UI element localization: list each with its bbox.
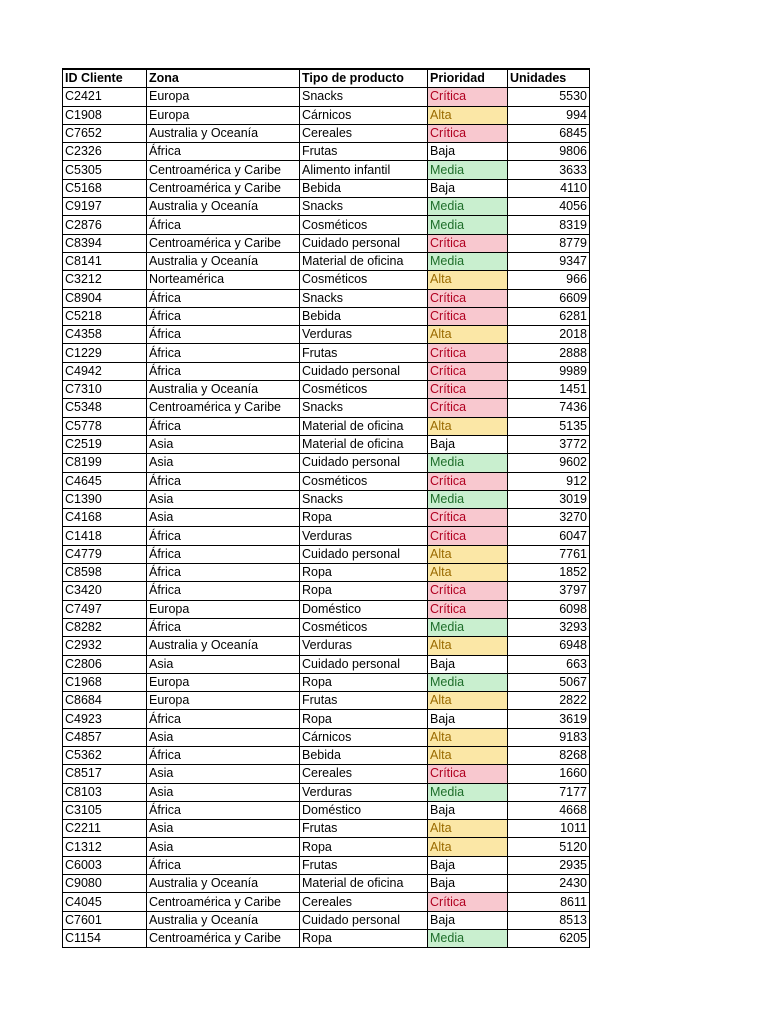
cell-tipo-producto[interactable]: Bebida [300, 746, 428, 764]
cell-tipo-producto[interactable]: Ropa [300, 929, 428, 947]
cell-id-cliente[interactable]: C1908 [63, 106, 147, 124]
cell-zona[interactable]: Asia [147, 820, 300, 838]
cell-prioridad[interactable]: Alta [428, 564, 508, 582]
header-zona[interactable]: Zona [147, 69, 300, 88]
table-row [63, 746, 590, 764]
cell-tipo-producto[interactable]: Doméstico [300, 600, 428, 618]
cell-zona[interactable]: África [147, 856, 300, 874]
cell-unidades[interactable]: 8611 [508, 893, 590, 911]
cell-zona[interactable]: África [147, 307, 300, 325]
table-row [63, 545, 590, 563]
cell-tipo-producto[interactable]: Snacks [300, 198, 428, 216]
cell-prioridad[interactable]: Crítica [428, 234, 508, 252]
cell-unidades[interactable]: 9602 [508, 454, 590, 472]
table-row [63, 179, 590, 197]
cell-zona[interactable]: África [147, 326, 300, 344]
cell-prioridad[interactable]: Alta [428, 326, 508, 344]
cell-unidades[interactable]: 6948 [508, 637, 590, 655]
cell-unidades[interactable]: 3270 [508, 509, 590, 527]
cell-zona[interactable]: Centroamérica y Caribe [147, 929, 300, 947]
cell-prioridad[interactable]: Media [428, 198, 508, 216]
cell-unidades[interactable]: 966 [508, 271, 590, 289]
cell-id-cliente[interactable]: C1229 [63, 344, 147, 362]
cell-zona[interactable]: África [147, 143, 300, 161]
cell-prioridad[interactable]: Baja [428, 801, 508, 819]
cell-tipo-producto[interactable]: Frutas [300, 856, 428, 874]
cell-id-cliente[interactable]: C1154 [63, 929, 147, 947]
cell-prioridad[interactable]: Crítica [428, 289, 508, 307]
cell-tipo-producto[interactable]: Cuidado personal [300, 545, 428, 563]
cell-unidades[interactable]: 3772 [508, 435, 590, 453]
cell-id-cliente[interactable]: C3420 [63, 582, 147, 600]
cell-unidades[interactable]: 7177 [508, 783, 590, 801]
cell-id-cliente[interactable]: C7497 [63, 600, 147, 618]
cell-tipo-producto[interactable]: Cosméticos [300, 618, 428, 636]
cell-tipo-producto[interactable]: Verduras [300, 527, 428, 545]
table-row [63, 783, 590, 801]
table-row [63, 252, 590, 270]
table-row [63, 161, 590, 179]
cell-tipo-producto[interactable]: Snacks [300, 490, 428, 508]
cell-id-cliente[interactable]: C8103 [63, 783, 147, 801]
header-row [63, 69, 590, 88]
cell-tipo-producto[interactable]: Material de oficina [300, 417, 428, 435]
cell-prioridad[interactable]: Crítica [428, 362, 508, 380]
cell-tipo-producto[interactable]: Cereales [300, 765, 428, 783]
table-row [63, 454, 590, 472]
cell-tipo-producto[interactable]: Cosméticos [300, 472, 428, 490]
table-row [63, 381, 590, 399]
cell-zona[interactable]: Asia [147, 509, 300, 527]
cell-id-cliente[interactable]: C8517 [63, 765, 147, 783]
cell-id-cliente[interactable]: C4045 [63, 893, 147, 911]
table-row [63, 856, 590, 874]
cell-prioridad[interactable]: Media [428, 490, 508, 508]
cell-zona[interactable]: África [147, 472, 300, 490]
table-row [63, 692, 590, 710]
cell-zona[interactable]: Asia [147, 838, 300, 856]
cell-prioridad[interactable]: Crítica [428, 381, 508, 399]
table-row [63, 326, 590, 344]
cell-prioridad[interactable]: Alta [428, 637, 508, 655]
table-row [63, 124, 590, 142]
cell-unidades[interactable]: 1011 [508, 820, 590, 838]
cell-prioridad[interactable]: Baja [428, 875, 508, 893]
cell-id-cliente[interactable]: C5305 [63, 161, 147, 179]
cell-zona[interactable]: Centroamérica y Caribe [147, 399, 300, 417]
cell-zona[interactable]: Norteamérica [147, 271, 300, 289]
cell-id-cliente[interactable]: C8684 [63, 692, 147, 710]
cell-prioridad[interactable]: Baja [428, 911, 508, 929]
cell-prioridad[interactable]: Alta [428, 728, 508, 746]
cell-id-cliente[interactable]: C9080 [63, 875, 147, 893]
cell-prioridad[interactable]: Media [428, 783, 508, 801]
cell-prioridad[interactable]: Alta [428, 545, 508, 563]
cell-prioridad[interactable]: Baja [428, 143, 508, 161]
cell-tipo-producto[interactable]: Cuidado personal [300, 362, 428, 380]
spreadsheet-sheet [62, 68, 590, 948]
cell-id-cliente[interactable]: C2326 [63, 143, 147, 161]
cell-tipo-producto[interactable]: Cosméticos [300, 271, 428, 289]
cell-id-cliente[interactable]: C8598 [63, 564, 147, 582]
cell-tipo-producto[interactable]: Frutas [300, 820, 428, 838]
cell-tipo-producto[interactable]: Snacks [300, 399, 428, 417]
cell-tipo-producto[interactable]: Alimento infantil [300, 161, 428, 179]
cell-unidades[interactable]: 2430 [508, 875, 590, 893]
cell-tipo-producto[interactable]: Ropa [300, 673, 428, 691]
cell-zona[interactable]: Australia y Oceanía [147, 198, 300, 216]
cell-zona[interactable]: Australia y Oceanía [147, 252, 300, 270]
cell-prioridad[interactable]: Media [428, 216, 508, 234]
cell-unidades[interactable]: 912 [508, 472, 590, 490]
cell-id-cliente[interactable]: C5362 [63, 746, 147, 764]
cell-prioridad[interactable]: Crítica [428, 472, 508, 490]
cell-prioridad[interactable]: Media [428, 161, 508, 179]
cell-id-cliente[interactable]: C4942 [63, 362, 147, 380]
cell-tipo-producto[interactable]: Material de oficina [300, 435, 428, 453]
cell-zona[interactable]: África [147, 545, 300, 563]
cell-tipo-producto[interactable]: Ropa [300, 582, 428, 600]
cell-unidades[interactable]: 4110 [508, 179, 590, 197]
cell-tipo-producto[interactable]: Verduras [300, 783, 428, 801]
cell-unidades[interactable]: 9183 [508, 728, 590, 746]
cell-tipo-producto[interactable]: Snacks [300, 88, 428, 106]
cell-id-cliente[interactable]: C2519 [63, 435, 147, 453]
cell-zona[interactable]: Europa [147, 600, 300, 618]
cell-id-cliente[interactable]: C4857 [63, 728, 147, 746]
cell-id-cliente[interactable]: C8199 [63, 454, 147, 472]
cell-id-cliente[interactable]: C8141 [63, 252, 147, 270]
cell-id-cliente[interactable]: C4923 [63, 710, 147, 728]
cell-id-cliente[interactable]: C5218 [63, 307, 147, 325]
cell-zona[interactable]: Asia [147, 728, 300, 746]
cell-prioridad[interactable]: Alta [428, 838, 508, 856]
cell-unidades[interactable]: 9347 [508, 252, 590, 270]
cell-prioridad[interactable]: Baja [428, 435, 508, 453]
header-prioridad[interactable]: Prioridad [428, 69, 508, 88]
table-row [63, 618, 590, 636]
header-unidades[interactable]: Unidades [508, 69, 590, 88]
cell-tipo-producto[interactable]: Ropa [300, 564, 428, 582]
cell-unidades[interactable]: 6845 [508, 124, 590, 142]
cell-id-cliente[interactable]: C5348 [63, 399, 147, 417]
cell-unidades[interactable]: 994 [508, 106, 590, 124]
cell-tipo-producto[interactable]: Cuidado personal [300, 655, 428, 673]
cell-unidades[interactable]: 7436 [508, 399, 590, 417]
cell-zona[interactable]: Centroamérica y Caribe [147, 179, 300, 197]
cell-zona[interactable]: Australia y Oceanía [147, 911, 300, 929]
cell-prioridad[interactable]: Crítica [428, 88, 508, 106]
table-row [63, 143, 590, 161]
table-row [63, 582, 590, 600]
cell-zona[interactable]: Asia [147, 655, 300, 673]
cell-id-cliente[interactable]: C4645 [63, 472, 147, 490]
cell-prioridad[interactable]: Crítica [428, 582, 508, 600]
header-id-cliente[interactable]: ID Cliente [63, 69, 147, 88]
cell-id-cliente[interactable]: C7652 [63, 124, 147, 142]
cell-unidades[interactable]: 9806 [508, 143, 590, 161]
cell-id-cliente[interactable]: C3105 [63, 801, 147, 819]
cell-zona[interactable]: África [147, 564, 300, 582]
cell-tipo-producto[interactable]: Frutas [300, 344, 428, 362]
table-row [63, 271, 590, 289]
cell-zona[interactable]: Europa [147, 88, 300, 106]
cell-prioridad[interactable]: Crítica [428, 399, 508, 417]
cell-zona[interactable]: Asia [147, 490, 300, 508]
cell-zona[interactable]: Europa [147, 692, 300, 710]
cell-zona[interactable]: Australia y Oceanía [147, 124, 300, 142]
cell-zona[interactable]: África [147, 344, 300, 362]
cell-id-cliente[interactable]: C1418 [63, 527, 147, 545]
cell-prioridad[interactable]: Alta [428, 417, 508, 435]
orders-table [62, 68, 590, 948]
cell-tipo-producto[interactable]: Ropa [300, 710, 428, 728]
cell-id-cliente[interactable]: C8394 [63, 234, 147, 252]
cell-tipo-producto[interactable]: Cárnicos [300, 728, 428, 746]
cell-unidades[interactable]: 6609 [508, 289, 590, 307]
cell-id-cliente[interactable]: C9197 [63, 198, 147, 216]
cell-unidades[interactable]: 8319 [508, 216, 590, 234]
cell-id-cliente[interactable]: C7310 [63, 381, 147, 399]
cell-zona[interactable]: África [147, 289, 300, 307]
cell-id-cliente[interactable]: C1968 [63, 673, 147, 691]
cell-prioridad[interactable]: Crítica [428, 124, 508, 142]
table-row [63, 728, 590, 746]
cell-unidades[interactable]: 3019 [508, 490, 590, 508]
cell-tipo-producto[interactable]: Material de oficina [300, 875, 428, 893]
cell-zona[interactable]: África [147, 746, 300, 764]
cell-unidades[interactable]: 8268 [508, 746, 590, 764]
cell-zona[interactable]: África [147, 216, 300, 234]
cell-prioridad[interactable]: Alta [428, 820, 508, 838]
table-row [63, 838, 590, 856]
cell-id-cliente[interactable]: C4168 [63, 509, 147, 527]
cell-unidades[interactable]: 2018 [508, 326, 590, 344]
cell-zona[interactable]: Asia [147, 435, 300, 453]
table-row [63, 710, 590, 728]
cell-tipo-producto[interactable]: Cosméticos [300, 381, 428, 399]
cell-tipo-producto[interactable]: Cuidado personal [300, 454, 428, 472]
cell-tipo-producto[interactable]: Cárnicos [300, 106, 428, 124]
cell-id-cliente[interactable]: C2932 [63, 637, 147, 655]
cell-id-cliente[interactable]: C4779 [63, 545, 147, 563]
cell-unidades[interactable]: 6281 [508, 307, 590, 325]
cell-prioridad[interactable]: Alta [428, 692, 508, 710]
cell-zona[interactable]: Europa [147, 106, 300, 124]
cell-prioridad[interactable]: Alta [428, 106, 508, 124]
cell-unidades[interactable]: 7761 [508, 545, 590, 563]
cell-unidades[interactable]: 4056 [508, 198, 590, 216]
cell-zona[interactable]: Centroamérica y Caribe [147, 234, 300, 252]
cell-zona[interactable]: Asia [147, 454, 300, 472]
cell-tipo-producto[interactable]: Cereales [300, 893, 428, 911]
cell-unidades[interactable]: 5067 [508, 673, 590, 691]
cell-unidades[interactable]: 1451 [508, 381, 590, 399]
cell-zona[interactable]: África [147, 710, 300, 728]
cell-prioridad[interactable]: Baja [428, 856, 508, 874]
table-row [63, 417, 590, 435]
cell-unidades[interactable]: 9989 [508, 362, 590, 380]
cell-tipo-producto[interactable]: Verduras [300, 326, 428, 344]
table-row [63, 435, 590, 453]
cell-unidades[interactable]: 8779 [508, 234, 590, 252]
cell-zona[interactable]: Australia y Oceanía [147, 381, 300, 399]
table-row [63, 564, 590, 582]
table-row [63, 655, 590, 673]
cell-unidades[interactable]: 663 [508, 655, 590, 673]
table-row [63, 344, 590, 362]
cell-id-cliente[interactable]: C7601 [63, 911, 147, 929]
cell-id-cliente[interactable]: C4358 [63, 326, 147, 344]
table-body [63, 88, 590, 948]
cell-unidades[interactable]: 5135 [508, 417, 590, 435]
cell-prioridad[interactable]: Alta [428, 746, 508, 764]
cell-zona[interactable]: Centroamérica y Caribe [147, 161, 300, 179]
table-row [63, 600, 590, 618]
cell-prioridad[interactable]: Media [428, 618, 508, 636]
cell-unidades[interactable]: 3293 [508, 618, 590, 636]
cell-id-cliente[interactable]: C1390 [63, 490, 147, 508]
cell-prioridad[interactable]: Crítica [428, 893, 508, 911]
cell-id-cliente[interactable]: C2421 [63, 88, 147, 106]
cell-unidades[interactable]: 2822 [508, 692, 590, 710]
cell-id-cliente[interactable]: C5778 [63, 417, 147, 435]
table-row [63, 490, 590, 508]
table-row [63, 234, 590, 252]
table-row [63, 198, 590, 216]
table-row [63, 509, 590, 527]
cell-unidades[interactable]: 8513 [508, 911, 590, 929]
cell-zona[interactable]: África [147, 527, 300, 545]
cell-unidades[interactable]: 4668 [508, 801, 590, 819]
cell-unidades[interactable]: 3619 [508, 710, 590, 728]
cell-prioridad[interactable]: Baja [428, 655, 508, 673]
cell-tipo-producto[interactable]: Ropa [300, 838, 428, 856]
cell-tipo-producto[interactable]: Verduras [300, 637, 428, 655]
header-tipo-producto[interactable]: Tipo de producto [300, 69, 428, 88]
cell-unidades[interactable]: 2888 [508, 344, 590, 362]
cell-unidades[interactable]: 6047 [508, 527, 590, 545]
table-row [63, 362, 590, 380]
cell-prioridad[interactable]: Media [428, 929, 508, 947]
cell-prioridad[interactable]: Crítica [428, 344, 508, 362]
cell-id-cliente[interactable]: C2876 [63, 216, 147, 234]
table-row [63, 875, 590, 893]
table-row [63, 106, 590, 124]
table-row [63, 399, 590, 417]
cell-tipo-producto[interactable]: Bebida [300, 179, 428, 197]
table-row [63, 527, 590, 545]
cell-unidades[interactable]: 5120 [508, 838, 590, 856]
cell-id-cliente[interactable]: C2806 [63, 655, 147, 673]
cell-tipo-producto[interactable]: Snacks [300, 289, 428, 307]
table-row [63, 801, 590, 819]
cell-zona[interactable]: Europa [147, 673, 300, 691]
cell-tipo-producto[interactable]: Material de oficina [300, 252, 428, 270]
cell-prioridad[interactable]: Baja [428, 710, 508, 728]
cell-id-cliente[interactable]: C5168 [63, 179, 147, 197]
table-row [63, 216, 590, 234]
cell-unidades[interactable]: 3797 [508, 582, 590, 600]
cell-zona[interactable]: África [147, 417, 300, 435]
cell-unidades[interactable]: 3633 [508, 161, 590, 179]
cell-unidades[interactable]: 1660 [508, 765, 590, 783]
cell-prioridad[interactable]: Crítica [428, 307, 508, 325]
cell-tipo-producto[interactable]: Bebida [300, 307, 428, 325]
cell-unidades[interactable]: 6205 [508, 929, 590, 947]
cell-zona[interactable]: Asia [147, 783, 300, 801]
cell-zona[interactable]: Asia [147, 765, 300, 783]
cell-prioridad[interactable]: Crítica [428, 509, 508, 527]
cell-tipo-producto[interactable]: Ropa [300, 509, 428, 527]
cell-prioridad[interactable]: Baja [428, 179, 508, 197]
cell-zona[interactable]: Australia y Oceanía [147, 875, 300, 893]
cell-zona[interactable]: África [147, 618, 300, 636]
table-row [63, 765, 590, 783]
cell-id-cliente[interactable]: C8904 [63, 289, 147, 307]
cell-tipo-producto[interactable]: Frutas [300, 692, 428, 710]
cell-zona[interactable]: Australia y Oceanía [147, 637, 300, 655]
cell-id-cliente[interactable]: C3212 [63, 271, 147, 289]
table-row [63, 307, 590, 325]
cell-id-cliente[interactable]: C6003 [63, 856, 147, 874]
cell-zona[interactable]: África [147, 582, 300, 600]
cell-unidades[interactable]: 5530 [508, 88, 590, 106]
table-row [63, 673, 590, 691]
cell-prioridad[interactable]: Crítica [428, 765, 508, 783]
cell-id-cliente[interactable]: C2211 [63, 820, 147, 838]
cell-prioridad[interactable]: Media [428, 454, 508, 472]
table-row [63, 637, 590, 655]
cell-unidades[interactable]: 1852 [508, 564, 590, 582]
cell-tipo-producto[interactable]: Frutas [300, 143, 428, 161]
cell-unidades[interactable]: 6098 [508, 600, 590, 618]
table-row [63, 472, 590, 490]
table-row [63, 289, 590, 307]
cell-id-cliente[interactable]: C8282 [63, 618, 147, 636]
table-row [63, 820, 590, 838]
table-row [63, 88, 590, 106]
cell-prioridad[interactable]: Crítica [428, 527, 508, 545]
cell-prioridad[interactable]: Media [428, 673, 508, 691]
cell-tipo-producto[interactable]: Cuidado personal [300, 911, 428, 929]
cell-id-cliente[interactable]: C1312 [63, 838, 147, 856]
cell-tipo-producto[interactable]: Cuidado personal [300, 234, 428, 252]
cell-unidades[interactable]: 2935 [508, 856, 590, 874]
table-row [63, 911, 590, 929]
cell-prioridad[interactable]: Media [428, 252, 508, 270]
cell-tipo-producto[interactable]: Cereales [300, 124, 428, 142]
table-row [63, 929, 590, 947]
cell-zona[interactable]: África [147, 801, 300, 819]
cell-zona[interactable]: Centroamérica y Caribe [147, 893, 300, 911]
cell-tipo-producto[interactable]: Doméstico [300, 801, 428, 819]
cell-prioridad[interactable]: Alta [428, 271, 508, 289]
cell-zona[interactable]: África [147, 362, 300, 380]
table-row [63, 893, 590, 911]
cell-tipo-producto[interactable]: Cosméticos [300, 216, 428, 234]
cell-prioridad[interactable]: Crítica [428, 600, 508, 618]
